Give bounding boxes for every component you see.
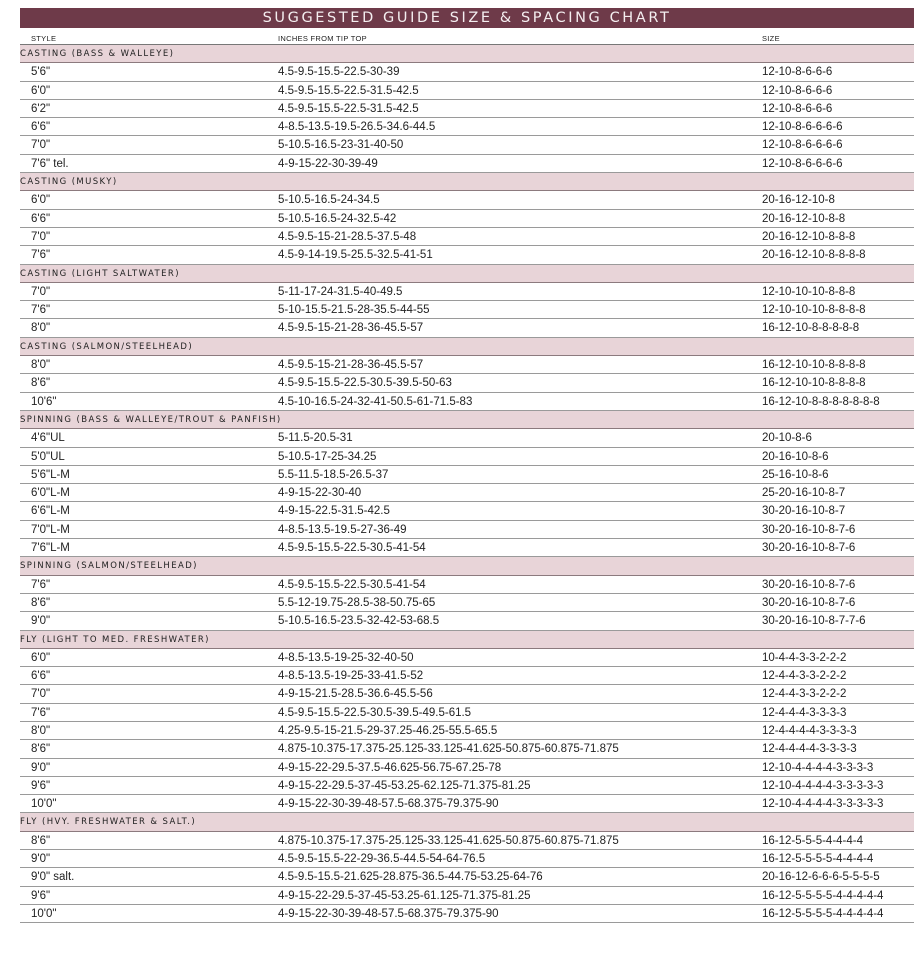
size-cell: 20-16-12-10-8-8-8 — [762, 230, 856, 243]
style-cell: 8'0" — [31, 322, 51, 335]
style-cell: 5'0"UL — [31, 450, 65, 463]
inches-cell: 4-9-15-22.5-31.5-42.5 — [278, 505, 390, 518]
inches-cell: 4.25-9.5-15-21.5-29-37.25-46.25-55.5-65.5 — [278, 724, 498, 737]
style-cell: 6'2" — [31, 102, 51, 115]
style-cell: 9'6" — [31, 779, 51, 792]
inches-cell: 4-9-15-22-30-39-48-57.5-68.375-79.375-90 — [278, 798, 499, 811]
style-cell: 9'0" — [31, 761, 51, 774]
style-cell: 6'0"L-M — [31, 487, 70, 500]
style-cell: 8'0" — [31, 724, 51, 737]
size-cell: 20-16-10-8-6 — [762, 450, 829, 463]
size-cell: 12-10-4-4-4-4-3-3-3-3-3 — [762, 798, 884, 811]
inches-cell: 5.5-11.5-18.5-26.5-37 — [278, 468, 389, 481]
size-cell: 20-16-12-10-8 — [762, 194, 835, 207]
size-cell: 12-10-10-10-8-8-8 — [762, 285, 856, 298]
style-cell: 7'0" — [31, 688, 51, 701]
size-cell: 12-4-4-3-3-2-2-2 — [762, 688, 847, 701]
inches-cell: 4.5-9.5-15.5-22-29-36.5-44.5-54-64-76.5 — [278, 853, 486, 866]
size-cell: 12-4-4-4-4-3-3-3-3 — [762, 743, 857, 756]
table-row — [20, 612, 914, 630]
table-row — [20, 795, 914, 813]
inches-cell: 4.875-10.375-17.375-25.125-33.125-41.625-50.875-60.875-71.875 — [278, 743, 619, 756]
table-row — [20, 155, 914, 173]
table-row — [20, 667, 914, 685]
style-cell: 7'6" — [31, 304, 51, 317]
style-cell: 8'6" — [31, 596, 51, 609]
size-cell: 25-16-10-8-6 — [762, 468, 829, 481]
size-cell: 20-16-12-10-8-8 — [762, 212, 846, 225]
size-cell: 16-12-10-8-8-8-8-8-8-8 — [762, 395, 880, 408]
table-row — [20, 228, 914, 246]
inches-cell: 4.5-9.5-15.5-22.5-30.5-39.5-50-63 — [278, 377, 452, 390]
inches-cell: 4-8.5-13.5-19.5-26.5-34.6-44.5 — [278, 121, 436, 134]
table-row — [20, 136, 914, 154]
size-cell: 12-10-8-6-6-6 — [762, 102, 833, 115]
size-cell: 12-10-4-4-4-4-3-3-3-3 — [762, 761, 874, 774]
table-row — [20, 704, 914, 722]
style-cell: 10'0" — [31, 907, 57, 920]
inches-cell: 4.875-10.375-17.375-25.125-33.125-41.625-50.875-60.875-71.875 — [278, 834, 619, 847]
size-cell: 16-12-5-5-5-4-4-4-4 — [762, 834, 863, 847]
section-header: CASTING (LIGHT SALTWATER) — [20, 265, 914, 283]
inches-cell: 4.5-9.5-15-21-28-36-45.5-57 — [278, 359, 424, 372]
style-cell: 6'0" — [31, 194, 51, 207]
section-header: CASTING (MUSKY) — [20, 173, 914, 191]
size-cell: 30-20-16-10-8-7-6 — [762, 542, 856, 555]
inches-cell: 5-11-17-24-31.5-40-49.5 — [278, 285, 403, 298]
style-cell: 5'6"L-M — [31, 468, 70, 481]
guide-spacing-table — [20, 45, 914, 923]
table-row — [20, 82, 914, 100]
inches-cell: 4.5-9.5-15-21-28-36-45.5-57 — [278, 322, 424, 335]
table-row — [20, 887, 914, 905]
table-row — [20, 63, 914, 81]
inches-cell: 4-8.5-13.5-19.5-27-36-49 — [278, 523, 407, 536]
style-cell: 7'6"L-M — [31, 542, 70, 555]
size-cell: 12-10-8-6-6-6-6 — [762, 157, 843, 170]
size-cell: 16-12-5-5-5-5-4-4-4-4-4 — [762, 889, 884, 902]
inches-cell: 4-9-15-22-29.5-37-45-53.25-61.125-71.375-81.25 — [278, 889, 531, 902]
size-cell: 12-10-8-6-6-6-6 — [762, 139, 843, 152]
size-cell: 12-10-8-6-6-6-6 — [762, 121, 843, 134]
table-row — [20, 100, 914, 118]
style-cell: 9'0" salt. — [31, 871, 75, 884]
size-cell: 12-10-4-4-4-4-3-3-3-3-3 — [762, 779, 884, 792]
style-cell: 6'6" — [31, 212, 51, 225]
style-cell: 6'6"L-M — [31, 505, 70, 518]
table-row — [20, 502, 914, 520]
style-cell: 7'0"L-M — [31, 523, 70, 536]
style-cell: 9'0" — [31, 615, 51, 628]
inches-cell: 5-11.5-20.5-31 — [278, 432, 353, 445]
table-row — [20, 301, 914, 319]
section-header: CASTING (SALMON/STEELHEAD) — [20, 338, 914, 356]
size-cell: 30-20-16-10-8-7 — [762, 505, 846, 518]
inches-cell: 4.5-9.5-15.5-22.5-30.5-41-54 — [278, 578, 426, 591]
size-cell: 25-20-16-10-8-7 — [762, 487, 846, 500]
size-cell: 12-10-8-6-6-6 — [762, 66, 833, 79]
table-row — [20, 685, 914, 703]
section-header: FLY (LIGHT TO MED. FRESHWATER) — [20, 631, 914, 649]
table-row — [20, 393, 914, 411]
size-cell: 20-16-12-6-6-6-5-5-5-5 — [762, 871, 880, 884]
inches-cell: 4.5-9.5-15.5-22.5-31.5-42.5 — [278, 84, 419, 97]
inches-cell: 4-8.5-13.5-19-25-32-40-50 — [278, 651, 414, 664]
style-cell: 6'0" — [31, 84, 51, 97]
inches-cell: 4-9-15-22-30-39-49 — [278, 157, 378, 170]
table-row — [20, 868, 914, 886]
style-cell: 7'0" — [31, 230, 51, 243]
table-row — [20, 521, 914, 539]
table-row — [20, 210, 914, 228]
style-cell: 6'6" — [31, 121, 51, 134]
table-row — [20, 118, 914, 136]
table-row — [20, 594, 914, 612]
inches-cell: 4.5-9-14-19.5-25.5-32.5-41-51 — [278, 249, 433, 262]
inches-cell: 4.5-9.5-15.5-21.625-28.875-36.5-44.75-53.25-64-76 — [278, 871, 543, 884]
table-row — [20, 576, 914, 594]
style-cell: 10'0" — [31, 798, 57, 811]
size-cell: 12-4-4-3-3-2-2-2 — [762, 670, 847, 683]
table-row — [20, 905, 914, 923]
section-header: FLY (HVY. FRESHWATER & SALT.) — [20, 813, 914, 831]
size-cell: 12-4-4-4-4-3-3-3-3 — [762, 724, 857, 737]
size-cell: 12-4-4-4-3-3-3-3 — [762, 706, 847, 719]
table-row — [20, 539, 914, 557]
table-row — [20, 484, 914, 502]
section-header: SPINNING (SALMON/STEELHEAD) — [20, 557, 914, 575]
inches-cell: 5-10.5-16.5-23-31-40-50 — [278, 139, 404, 152]
size-cell: 12-10-10-10-8-8-8-8 — [762, 304, 866, 317]
table-row — [20, 722, 914, 740]
table-row — [20, 429, 914, 447]
inches-cell: 4.5-9.5-15-21-28.5-37.5-48 — [278, 230, 417, 243]
style-cell: 4'6"UL — [31, 432, 65, 445]
column-header-size: SIZE — [762, 34, 780, 43]
style-cell: 7'6" — [31, 578, 51, 591]
size-cell: 16-12-10-10-8-8-8-8 — [762, 377, 866, 390]
inches-cell: 5.5-12-19.75-28.5-38-50.75-65 — [278, 596, 436, 609]
style-cell: 7'6" — [31, 249, 51, 262]
column-header-style: STYLE — [31, 34, 57, 43]
inches-cell: 5-10.5-17-25-34.25 — [278, 450, 377, 463]
inches-cell: 5-10.5-16.5-24-34.5 — [278, 194, 380, 207]
inches-cell: 4.5-10-16.5-24-32-41-50.5-61-71.5-83 — [278, 395, 473, 408]
inches-cell: 4-8.5-13.5-19-25-33-41.5-52 — [278, 670, 424, 683]
size-cell: 30-20-16-10-8-7-6 — [762, 523, 856, 536]
style-cell: 7'0" — [31, 285, 51, 298]
inches-cell: 4-9-15-22-29.5-37-45-53.25-62.125-71.375-81.25 — [278, 779, 531, 792]
style-cell: 7'0" — [31, 139, 51, 152]
inches-cell: 4-9-15-22-30-39-48-57.5-68.375-79.375-90 — [278, 907, 499, 920]
column-header-inches: INCHES FROM TIP TOP — [278, 34, 367, 43]
table-row — [20, 850, 914, 868]
inches-cell: 4-9-15-21.5-28.5-36.6-45.5-56 — [278, 688, 433, 701]
inches-cell: 4-9-15-22-29.5-37.5-46.625-56.75-67.25-78 — [278, 761, 502, 774]
style-cell: 8'6" — [31, 377, 51, 390]
size-cell: 16-12-5-5-5-5-4-4-4-4 — [762, 853, 874, 866]
table-row — [20, 448, 914, 466]
size-cell: 10-4-4-3-3-2-2-2 — [762, 651, 847, 664]
size-cell: 20-16-12-10-8-8-8-8 — [762, 249, 866, 262]
style-cell: 5'6" — [31, 66, 51, 79]
chart-title: SUGGESTED GUIDE SIZE & SPACING CHART — [20, 8, 914, 28]
style-cell: 7'6" — [31, 706, 51, 719]
inches-cell: 4.5-9.5-15.5-22.5-31.5-42.5 — [278, 102, 419, 115]
table-row — [20, 283, 914, 301]
style-cell: 9'0" — [31, 853, 51, 866]
size-cell: 30-20-16-10-8-7-7-6 — [762, 615, 866, 628]
size-cell: 16-12-10-8-8-8-8-8 — [762, 322, 860, 335]
style-cell: 6'0" — [31, 651, 51, 664]
inches-cell: 5-10.5-16.5-24-32.5-42 — [278, 212, 397, 225]
size-cell: 12-10-8-6-6-6 — [762, 84, 833, 97]
size-cell: 30-20-16-10-8-7-6 — [762, 596, 856, 609]
inches-cell: 4.5-9.5-15.5-22.5-30.5-39.5-49.5-61.5 — [278, 706, 472, 719]
size-cell: 30-20-16-10-8-7-6 — [762, 578, 856, 591]
inches-cell: 5-10.5-16.5-23.5-32-42-53-68.5 — [278, 615, 440, 628]
table-row — [20, 832, 914, 850]
style-cell: 8'6" — [31, 834, 51, 847]
size-cell: 16-12-5-5-5-5-4-4-4-4-4 — [762, 907, 884, 920]
table-row — [20, 740, 914, 758]
inches-cell: 5-10-15.5-21.5-28-35.5-44-55 — [278, 304, 430, 317]
style-cell: 9'6" — [31, 889, 51, 902]
inches-cell: 4-9-15-22-30-40 — [278, 487, 362, 500]
section-header: CASTING (BASS & WALLEYE) — [20, 45, 914, 63]
table-row — [20, 777, 914, 795]
inches-cell: 4.5-9.5-15.5-22.5-30.5-41-54 — [278, 542, 426, 555]
table-row — [20, 356, 914, 374]
style-cell: 6'6" — [31, 670, 51, 683]
style-cell: 8'0" — [31, 359, 51, 372]
table-row — [20, 374, 914, 392]
table-row — [20, 649, 914, 667]
table-row — [20, 191, 914, 209]
table-row — [20, 466, 914, 484]
style-cell: 8'6" — [31, 743, 51, 756]
size-cell: 20-10-8-6 — [762, 432, 812, 445]
table-row — [20, 319, 914, 337]
section-header: SPINNING (BASS & WALLEYE/TROUT & PANFISH) — [20, 411, 914, 429]
style-cell: 10'6" — [31, 395, 57, 408]
table-row — [20, 759, 914, 777]
size-cell: 16-12-10-10-8-8-8-8 — [762, 359, 866, 372]
style-cell: 7'6" tel. — [31, 157, 69, 170]
table-row — [20, 246, 914, 264]
inches-cell: 4.5-9.5-15.5-22.5-30-39 — [278, 66, 400, 79]
